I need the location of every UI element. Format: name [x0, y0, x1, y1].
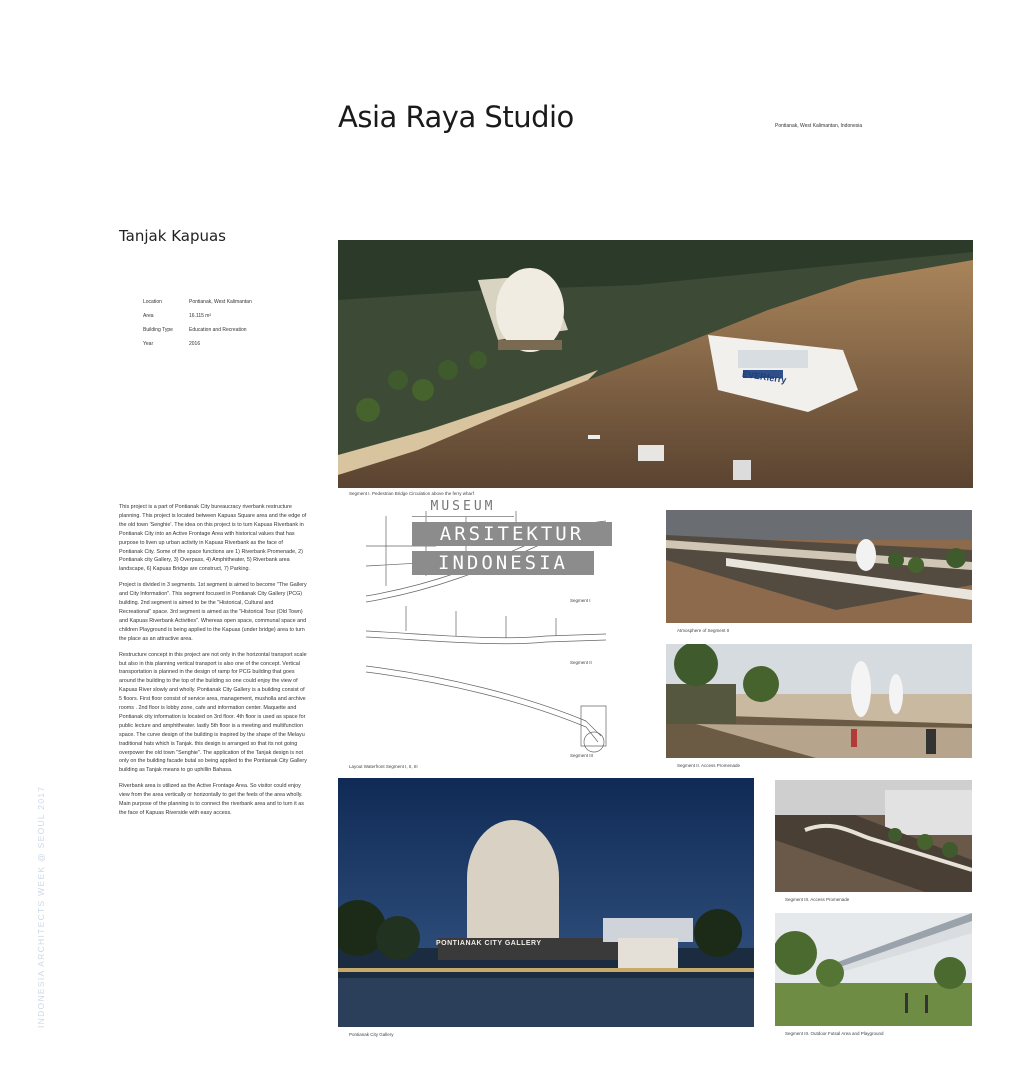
watermark-line: INDONESIA	[412, 551, 594, 575]
layout-caption: Layout Waterfront Segment I, II, III	[349, 764, 418, 769]
plan-label-segment-2: Segment II	[570, 660, 592, 665]
segment3-promenade-render-image	[775, 780, 972, 892]
event-side-text: INDONESIA ARCHITECTS WEEK @ SEOUL 2017	[36, 785, 46, 1028]
description-paragraph: Project is divided in 3 segments. 1st segment is aimed to become "The Gallery and City Information". This segment focused in Pontianak City Gallery (PCG) building. 2nd segment is aimed to be the "Historical, Cultural and Recreational" space. 3rd segment is aimed as the "Historical Tour (Old Town) and Kapuas Riverbank Activities". Whereas open space, communal space and children Playground is being applied to the Kapuas (under bridge) area to turn the place as an attractive area.	[119, 582, 307, 642]
info-value: 16.115 m²	[189, 313, 212, 319]
plan-label-segment-3: Segment III	[570, 753, 594, 758]
info-row-year	[143, 337, 252, 351]
atmosphere-render-image	[666, 510, 972, 623]
ferry-name-text: EVERferry	[741, 368, 788, 386]
project-info-table	[143, 295, 252, 351]
studio-location: Pontianak, West Kalimantan, Indonesia	[775, 123, 863, 129]
access-promenade-caption: Segment II. Access Promenade	[677, 763, 741, 768]
watermark-line: ARSITEKTUR	[412, 522, 612, 546]
info-value: Education and Recreation	[189, 327, 247, 333]
gallery-sign-text: PONTIANAK CITY GALLERY	[436, 940, 542, 947]
info-value: Pontianak, West Kalimantan	[189, 299, 252, 305]
project-title: Tanjak Kapuas	[119, 227, 226, 245]
playground-render-image	[775, 913, 972, 1026]
access-promenade-render-image	[666, 644, 972, 758]
info-label: Area	[143, 313, 154, 319]
atmosphere-caption: Atmosphere of Segment II	[677, 628, 730, 633]
museum-watermark	[412, 498, 612, 575]
hero-render-image	[338, 240, 973, 488]
segment3-promenade-caption: Segment III. Access Promenade	[785, 897, 850, 902]
project-description	[119, 503, 307, 825]
description-paragraph: Riverbank area is utilized as the Active Frontage Area. So visitor could enjoy view from the area vertically or horizontally to get the feels of the area wholly. Main purpose of the planning is to connect the riverbank area and to turn it as the face of Kapuas Riverside with easy access.	[119, 783, 304, 816]
info-row-building-type	[143, 323, 252, 337]
info-row-location	[143, 295, 252, 309]
info-label: Location	[143, 299, 162, 305]
info-label: Building Type	[143, 327, 173, 333]
playground-caption: Segment III. Outdoor Futsal Area and Playground	[785, 1031, 884, 1036]
city-gallery-caption: Pontianak City Gallery	[349, 1032, 394, 1037]
info-value: 2016	[189, 341, 201, 347]
description-paragraph: Restructure concept in this project are not only in the horizontal transport scale but also in this planning vertical transport is also one of the concept. Vertical transportation is planned in the design of ramp for PCG building that goes around the building to the top of the building so one could enjoy the view of Kapuas River slowly and wholly. Pontianak City Gallery is a building consist of 5 floors. First floor consist of service area, management, musholla and archive rooms . 2nd floor is lobby zone, cafe and information center. Maquette and Pontianak city information is located on 3rd floor. 4th floor is used as space for public lecture and amphitheater. lastly 5th floor is a meeting and multifunction space. The curve design of the building is inspired by the shape of the Melayu traditional hats which is Tanjak. this design is arranged so that its not going overpower the old town "Senghie". The application of the Tanjak design is not only on the building facade butal so being applied to the Pontianak City Gallery building as Tanjak means to go uphillin Bahasa.	[119, 651, 307, 774]
watermark-line: MUSEUM	[412, 498, 514, 517]
info-label: Year	[143, 341, 154, 347]
description-paragraph: This project is a part of Pontianak City bureaucracy riverbank restructure planning. This project is located between Kapuas Square area and the edge of the old town 'Senghie'. The idea on this project is to turn Kapuas Riverbank in Pontianak City into an Active Frontage Area with historical values that has purpose to liven up urban activity in Kapuas Riverbank as the face of Pontianak City. Some of the space functions are 1) Riverbank Promenade, 2) Pontianak city Gallery, 3) Overpass, 4) Amphitheater, 5) Riverbank area landscape, 6) Kapuas Bridge are construct, 7) Parking.	[119, 504, 307, 573]
studio-title: Asia Raya Studio	[338, 100, 574, 134]
plan-label-segment-1: Segment I	[570, 598, 591, 603]
hero-caption: Segment I. Pedestrian Bridge Circulation above the ferry wharf	[349, 491, 474, 496]
city-gallery-render-image	[338, 778, 754, 1027]
info-row-area	[143, 309, 252, 323]
